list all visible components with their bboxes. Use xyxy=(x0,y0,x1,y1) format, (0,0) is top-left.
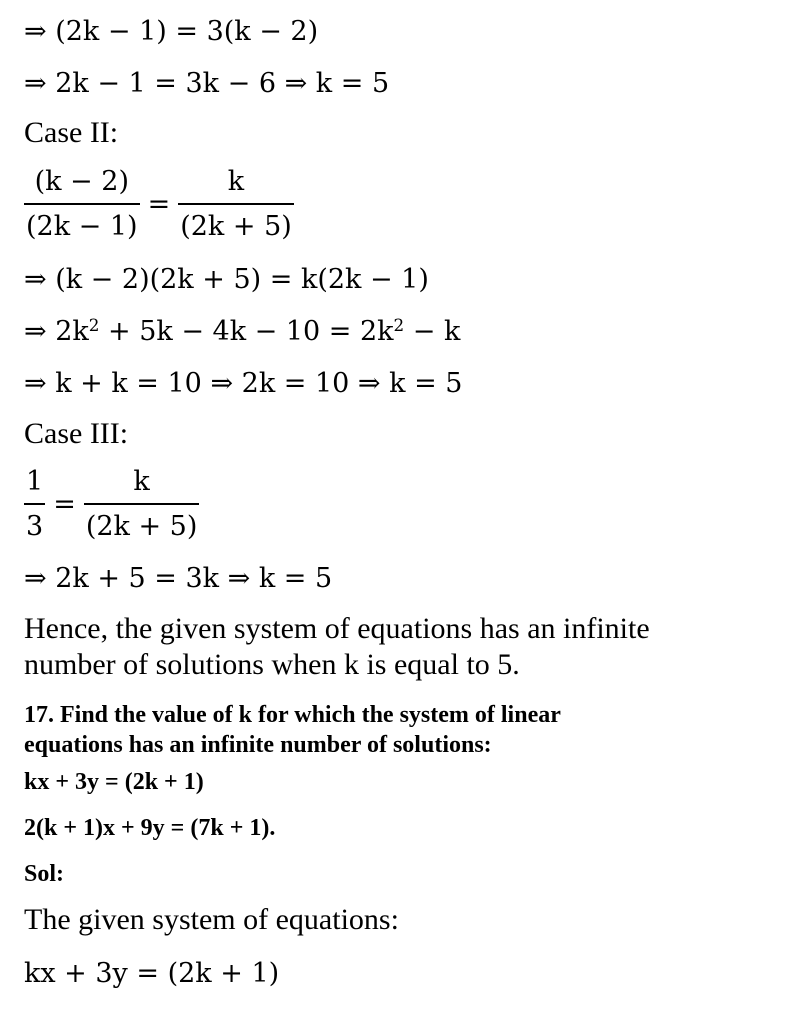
given-system-text: The given system of equations: xyxy=(24,903,399,936)
question-17-line-2: equations has an infinite number of solutions: xyxy=(24,732,492,758)
fraction-numerator: k xyxy=(133,466,150,497)
question-17-equation-2: 2(k + 1)x + 9y = (7k + 1). xyxy=(24,815,276,841)
question-17-line-1: 17. Find the value of k for which the system of linear xyxy=(24,702,561,728)
equation-line-5: ⇒ k + k = 10 ⇒ 2k = 10 ⇒ k = 5 xyxy=(24,368,463,399)
fraction-numerator: k xyxy=(227,166,245,197)
case-iii-heading: Case III: xyxy=(24,417,129,450)
solution-label: Sol: xyxy=(24,861,65,887)
equals-sign: = xyxy=(53,488,76,520)
conclusion-text-line-1: Hence, the given system of equations has an infinite xyxy=(24,612,650,645)
equation-part: − k xyxy=(404,316,461,347)
fraction-right xyxy=(178,168,294,240)
fraction-equation-case-ii xyxy=(24,168,294,240)
equation-line-2: ⇒ 2k − 1 = 3k − 6 ⇒ k = 5 xyxy=(24,68,390,99)
exponent: 2 xyxy=(88,314,100,335)
equals-sign: = xyxy=(147,188,171,220)
conclusion-text-line-2: number of solutions when k is equal to 5. xyxy=(24,648,520,681)
fraction-equation-case-iii xyxy=(24,468,199,540)
case-ii-heading: Case II: xyxy=(24,116,119,149)
fraction-left xyxy=(24,468,45,540)
fraction-denominator: 3 xyxy=(26,511,44,542)
final-equation: kx + 3y = (2k + 1) xyxy=(24,958,280,989)
fraction-denominator: (2k + 5) xyxy=(180,211,292,242)
equation-line-6: ⇒ 2k + 5 = 3k ⇒ k = 5 xyxy=(24,563,333,594)
fraction-numerator: (k − 2) xyxy=(34,166,129,197)
fraction-numerator: 1 xyxy=(26,466,44,497)
fraction-left xyxy=(24,168,140,240)
equation-part: ⇒ 2k xyxy=(24,316,89,347)
equation-line-3: ⇒ (k − 2)(2k + 5) = k(2k − 1) xyxy=(24,264,429,295)
fraction-denominator: (2k − 1) xyxy=(26,211,138,242)
equation-line-1: ⇒ (2k − 1) = 3(k − 2) xyxy=(24,16,319,47)
fraction-denominator: (2k + 5) xyxy=(85,511,198,542)
exponent: 2 xyxy=(393,314,405,335)
equation-part: + 5k − 4k − 10 = 2k xyxy=(99,316,394,347)
equation-line-4 xyxy=(24,314,461,347)
fraction-right xyxy=(84,468,200,540)
question-17-equation-1: kx + 3y = (2k + 1) xyxy=(24,769,204,795)
